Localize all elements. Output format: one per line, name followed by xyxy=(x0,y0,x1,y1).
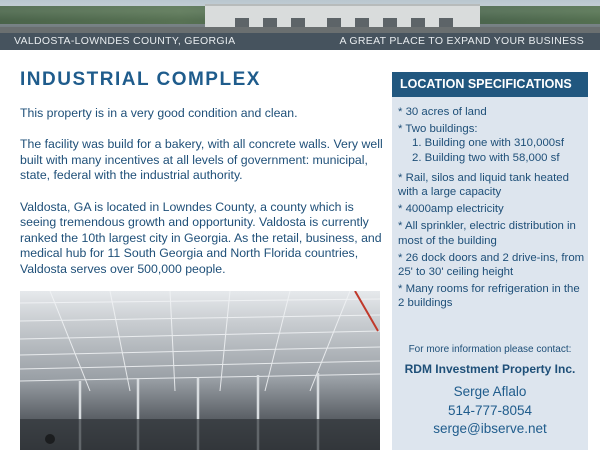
spec-item: * Rail, silos and liquid tank heated with a large capacity xyxy=(398,171,569,199)
specifications-list xyxy=(398,105,586,314)
spec-subitem: 1. Building one with 310,000sf xyxy=(412,137,564,150)
spec-item: * 30 acres of land xyxy=(398,106,487,118)
header-banner xyxy=(0,33,600,50)
contact-email[interactable]: serge@ibserve.net xyxy=(433,421,547,436)
spec-item: * 4000amp electricity xyxy=(398,203,504,216)
spec-item: * Many rooms for refrigeration in the 2 buildings xyxy=(398,283,580,310)
description xyxy=(20,106,392,293)
banner-tagline: A GREAT PLACE TO EXPAND YOUR BUSINESS xyxy=(339,35,584,47)
description-paragraph: The facility was build for a bakery, with all concrete walls. Very well built with many incentives at all levels of government: municipal, state, federal with the industrial authority. xyxy=(20,137,383,183)
contact-intro: For more information please contact: xyxy=(408,344,572,355)
contact-name: Serge Aflalo xyxy=(453,384,527,399)
header-photo-building-exterior xyxy=(0,0,600,33)
spec-item: * All sprinkler, electric distribution in most of the building xyxy=(398,220,576,247)
spec-subitem: 2. Building two with 58,000 sf xyxy=(412,151,560,164)
description-paragraph: This property is in a very good condition and clean. xyxy=(20,106,298,120)
description-paragraph: Valdosta, GA is located in Lowndes County, a county which is seeing tremendous growth and opportunity. Valdosta is currently ranked the 10th largest city in Georgia. As the retail, business, and medical hub for 11 South Georgia and North Florida countries, Valdosta serves over 500,000 people. xyxy=(20,199,382,276)
spec-item: * 26 dock doors and 2 drive-ins, from 25' to 30' ceiling height xyxy=(398,251,585,279)
warehouse-interior-illustration xyxy=(20,291,380,450)
contact-company: RDM Investment Property Inc. xyxy=(404,362,576,376)
location-specifications-panel xyxy=(392,72,588,450)
contact-phone[interactable]: 514-777-8054 xyxy=(447,403,533,418)
spec-item: * Two buildings: xyxy=(398,123,478,136)
interior-photo-warehouse xyxy=(20,291,380,450)
banner-location: VALDOSTA-LOWNDES COUNTY, GEORGIA xyxy=(14,35,236,47)
page-title: INDUSTRIAL COMPLEX xyxy=(20,69,261,90)
specifications-heading: LOCATION SPECIFICATIONS xyxy=(392,72,588,97)
